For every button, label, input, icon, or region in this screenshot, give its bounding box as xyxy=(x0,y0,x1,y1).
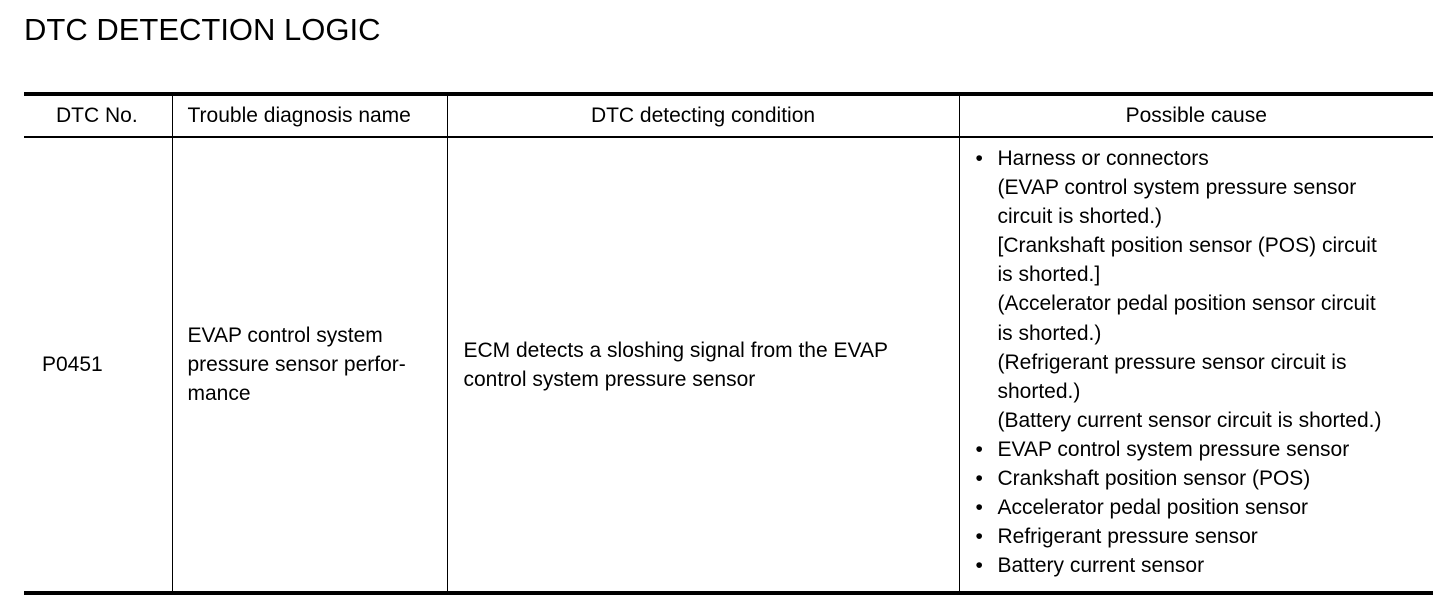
bullet-icon: • xyxy=(975,437,983,461)
bullet-icon: • xyxy=(975,467,983,491)
list-item xyxy=(974,464,1434,493)
cause-detail-line: [Crankshaft position sensor (POS) circuit xyxy=(997,234,1377,258)
header-possible-cause: Possible cause xyxy=(959,94,1433,137)
cause-detail-line: shorted.) xyxy=(997,379,1081,403)
cause-detail-line: (Battery current sensor circuit is shorted.) xyxy=(997,408,1382,432)
bullet-icon: • xyxy=(975,525,983,549)
cause-detail-line: (Accelerator pedal position sensor circuit xyxy=(997,292,1376,316)
cause-detail-line: (Refrigerant pressure sensor circuit is xyxy=(997,350,1347,374)
bullet-icon: • xyxy=(975,496,983,520)
cause-detail-line: is shorted.) xyxy=(997,321,1102,345)
cause-text: Crankshaft position sensor (POS) xyxy=(997,467,1311,491)
cause-text: Battery current sensor xyxy=(997,554,1205,578)
list-item xyxy=(974,144,1434,435)
cause-detail-line: circuit is shorted.) xyxy=(997,205,1163,229)
header-dtc-detecting-condition: DTC detecting condition xyxy=(447,94,959,137)
dtc-table xyxy=(24,92,1433,595)
dtc-detecting-condition-value: ECM detects a sloshing signal from the EVAP control system pressure sensor xyxy=(463,338,888,391)
possible-cause-list xyxy=(974,144,1434,580)
cause-text: Accelerator pedal position sensor xyxy=(997,496,1309,520)
table-row xyxy=(24,137,1433,593)
cause-detail-line: is shorted.] xyxy=(997,263,1101,287)
cell-dtc-detecting-condition xyxy=(447,137,959,593)
list-item xyxy=(974,493,1434,522)
cause-text: Harness or connectors xyxy=(997,147,1209,170)
page-title: DTC DETECTION LOGIC xyxy=(24,12,381,47)
list-item xyxy=(974,551,1434,580)
trouble-diagnosis-name-value: EVAP control system pressure sensor perfor- mance xyxy=(187,324,406,405)
bullet-icon: • xyxy=(975,147,983,170)
list-item xyxy=(974,435,1434,464)
cell-trouble-diagnosis-name xyxy=(172,137,447,593)
cause-text: Refrigerant pressure sensor xyxy=(997,525,1258,549)
cell-possible-cause xyxy=(959,137,1433,593)
cell-dtc-no xyxy=(24,137,172,593)
header-dtc-no: DTC No. xyxy=(24,94,172,137)
list-item xyxy=(974,522,1434,551)
dtc-no-value: P0451 xyxy=(42,353,103,376)
table-header-row xyxy=(24,94,1433,137)
cause-text: EVAP control system pressure sensor xyxy=(997,437,1350,461)
cause-detail-line: (EVAP control system pressure sensor xyxy=(997,176,1357,200)
header-trouble-diagnosis-name: Trouble diagnosis name xyxy=(172,94,447,137)
bullet-icon: • xyxy=(975,554,983,578)
